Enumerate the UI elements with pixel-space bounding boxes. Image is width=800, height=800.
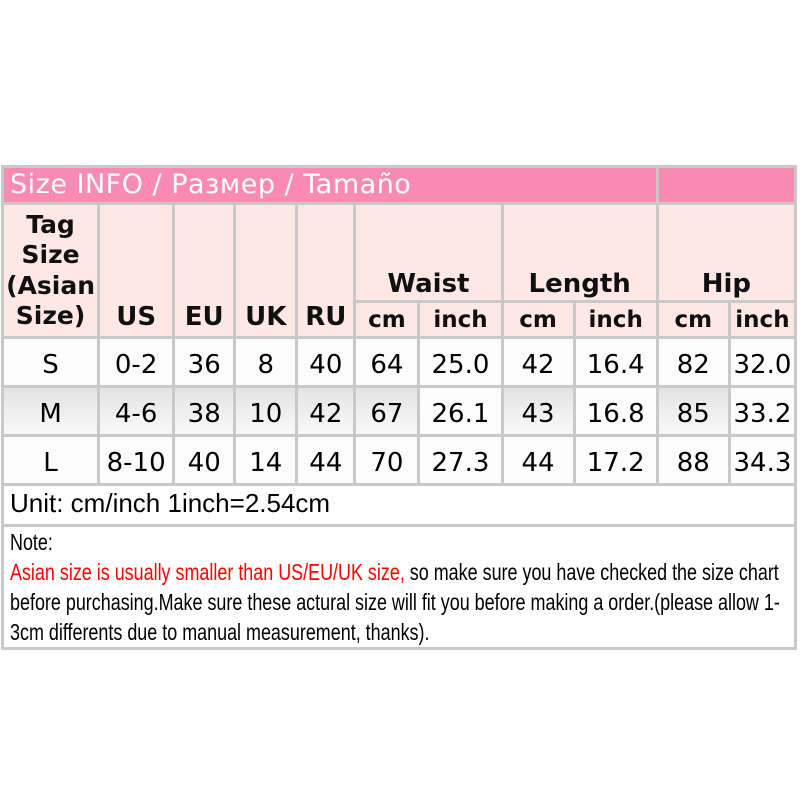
row-m-length-cm: 43 <box>504 388 573 434</box>
subheader-hip-inch: inch <box>731 303 794 336</box>
row-s-length-inch: 16.4 <box>576 339 656 385</box>
note-row <box>4 527 794 647</box>
row-m-eu: 38 <box>175 388 233 434</box>
group-header-hip: Hip <box>659 205 794 300</box>
row-m-length-inch: 16.8 <box>576 388 656 434</box>
row-l-length-inch: 17.2 <box>576 437 656 483</box>
row-m-uk: 10 <box>236 388 295 434</box>
table-row-size-m <box>4 388 794 434</box>
row-m-tag: M <box>4 388 97 434</box>
table-row-size-l <box>4 437 794 483</box>
row-l-uk: 14 <box>236 437 295 483</box>
subheader-length-inch: inch <box>576 303 656 336</box>
note-section <box>4 527 794 647</box>
row-l-ru: 44 <box>298 437 353 483</box>
row-l-length-cm: 44 <box>504 437 573 483</box>
subheader-length-cm: cm <box>504 303 573 336</box>
row-s-length-cm: 42 <box>504 339 573 385</box>
row-s-tag: S <box>4 339 97 385</box>
title-bar: Size INFO / Размер / Tamaño <box>4 168 656 202</box>
note-label: Note: <box>10 529 53 555</box>
unit-info-text: Unit: cm/inch 1inch=2.54cm <box>4 486 794 524</box>
size-chart-container <box>1 165 797 650</box>
note-highlight: Asian size is usually smaller than US/EU/UK size, <box>10 559 405 585</box>
title-row <box>4 168 794 202</box>
table-row-size-s <box>4 339 794 385</box>
corner-header-tag-size: Tag Size (Asian Size) <box>4 205 97 336</box>
row-m-ru: 42 <box>298 388 353 434</box>
row-l-hip-inch: 34.3 <box>731 437 794 483</box>
row-m-waist-inch: 26.1 <box>420 388 500 434</box>
row-l-waist-inch: 27.3 <box>420 437 500 483</box>
col-header-eu: EU <box>175 205 233 336</box>
note-rest: so make sure you have checked the size chart before purchasing.Make sure these actural size will fit you before making a order.(please allow 1-3cm differents due to manual measurement, thanks). <box>10 559 780 645</box>
subheader-hip-cm: cm <box>659 303 728 336</box>
row-l-waist-cm: 70 <box>356 437 417 483</box>
row-s-eu: 36 <box>175 339 233 385</box>
row-m-waist-cm: 67 <box>356 388 417 434</box>
row-m-hip-cm: 85 <box>659 388 728 434</box>
unit-info-row <box>4 486 794 524</box>
note-text-block <box>10 527 794 647</box>
title-bar-right-segment <box>659 168 794 202</box>
subheader-waist-inch: inch <box>420 303 500 336</box>
subheader-waist-cm: cm <box>356 303 417 336</box>
row-l-hip-cm: 88 <box>659 437 728 483</box>
row-s-waist-cm: 64 <box>356 339 417 385</box>
group-header-waist: Waist <box>356 205 500 300</box>
row-s-hip-inch: 32.0 <box>731 339 794 385</box>
row-s-ru: 40 <box>298 339 353 385</box>
col-header-us: US <box>100 205 172 336</box>
row-m-hip-inch: 33.2 <box>731 388 794 434</box>
row-m-us: 4-6 <box>100 388 172 434</box>
col-header-ru: RU <box>298 205 353 336</box>
row-s-uk: 8 <box>236 339 295 385</box>
group-header-row <box>4 205 794 300</box>
size-chart-table <box>1 165 797 650</box>
row-s-us: 0-2 <box>100 339 172 385</box>
note-paragraph <box>10 557 794 647</box>
row-s-hip-cm: 82 <box>659 339 728 385</box>
col-header-uk: UK <box>236 205 295 336</box>
row-l-us: 8-10 <box>100 437 172 483</box>
row-s-waist-inch: 25.0 <box>420 339 500 385</box>
row-l-tag: L <box>4 437 97 483</box>
row-l-eu: 40 <box>175 437 233 483</box>
group-header-length: Length <box>504 205 656 300</box>
